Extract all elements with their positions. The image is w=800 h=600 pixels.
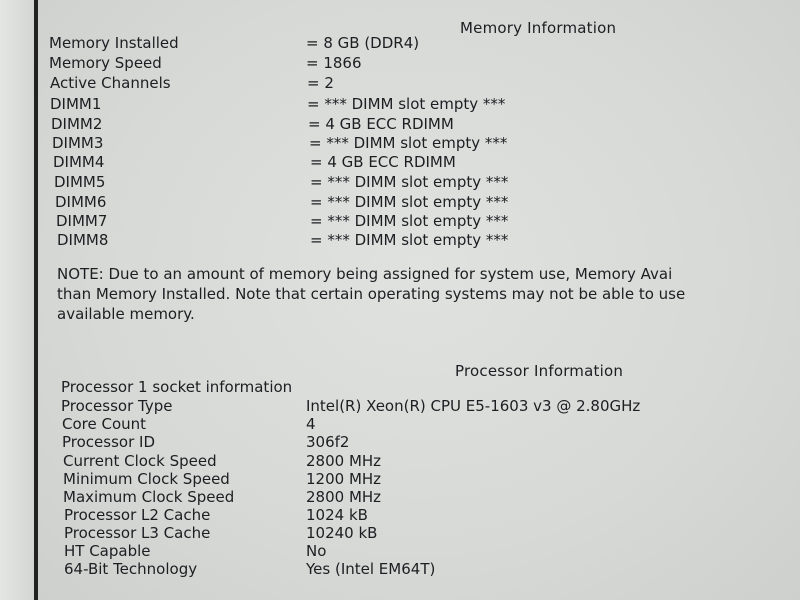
row-label: DIMM8 [57, 231, 109, 249]
row-label: Current Clock Speed [63, 452, 217, 470]
row-value: 4 [306, 415, 316, 433]
row-value: No [306, 542, 327, 560]
row-label: Processor 1 socket information [61, 378, 293, 396]
row-value: = *** DIMM slot empty *** [310, 173, 509, 191]
row-label: DIMM4 [53, 153, 105, 171]
note-line: NOTE: Due to an amount of memory being assigned for system use, Memory Avai [57, 265, 673, 283]
row-label: DIMM1 [50, 95, 102, 113]
row-label: DIMM3 [52, 134, 104, 152]
row-value: = *** DIMM slot empty *** [307, 95, 506, 113]
monitor-bezel [0, 0, 34, 600]
row-label: Maximum Clock Speed [63, 488, 235, 506]
row-value: = 2 [307, 74, 334, 92]
note-line: available memory. [57, 305, 195, 323]
row-label: HT Capable [64, 542, 151, 560]
row-label: Processor L2 Cache [64, 506, 211, 524]
memory-note [57, 264, 800, 324]
row-label: Active Channels [50, 74, 171, 92]
row-value: = 4 GB ECC RDIMM [310, 153, 456, 171]
row-value: = 8 GB (DDR4) [306, 34, 420, 52]
row-label: 64-Bit Technology [64, 560, 198, 578]
row-value: Intel(R) Xeon(R) CPU E5-1603 v3 @ 2.80GHz [306, 397, 641, 415]
note-line: than Memory Installed. Note that certain operating systems may not be able to use [57, 285, 686, 303]
row-value: 2800 MHz [306, 452, 382, 470]
row-value: = *** DIMM slot empty *** [310, 193, 509, 211]
processor-info-title: Processor Information [455, 362, 624, 380]
row-label: Memory Speed [49, 54, 162, 72]
bios-screen [38, 0, 800, 600]
row-value: = 1866 [306, 54, 362, 72]
row-value: 1200 MHz [306, 470, 382, 488]
row-label: Core Count [62, 415, 147, 433]
row-label: Processor L3 Cache [64, 524, 211, 542]
row-value: = *** DIMM slot empty *** [309, 134, 508, 152]
row-label: DIMM5 [54, 173, 106, 191]
row-value: 306f2 [306, 433, 350, 451]
row-label: Minimum Clock Speed [63, 470, 230, 488]
row-label: DIMM6 [55, 193, 107, 211]
row-value: = 4 GB ECC RDIMM [308, 115, 454, 133]
row-value: 1024 kB [306, 506, 368, 524]
row-label: Memory Installed [49, 34, 179, 52]
row-label: Processor Type [61, 397, 173, 415]
memory-info-title: Memory Information [460, 19, 617, 37]
row-value: = *** DIMM slot empty *** [310, 212, 509, 230]
row-value: 10240 kB [306, 524, 378, 542]
row-label: DIMM2 [51, 115, 103, 133]
row-label: Processor ID [62, 433, 155, 451]
row-label: DIMM7 [56, 212, 108, 230]
row-value: Yes (Intel EM64T) [306, 560, 436, 578]
row-value: 2800 MHz [306, 488, 382, 506]
row-value: = *** DIMM slot empty *** [310, 231, 509, 249]
